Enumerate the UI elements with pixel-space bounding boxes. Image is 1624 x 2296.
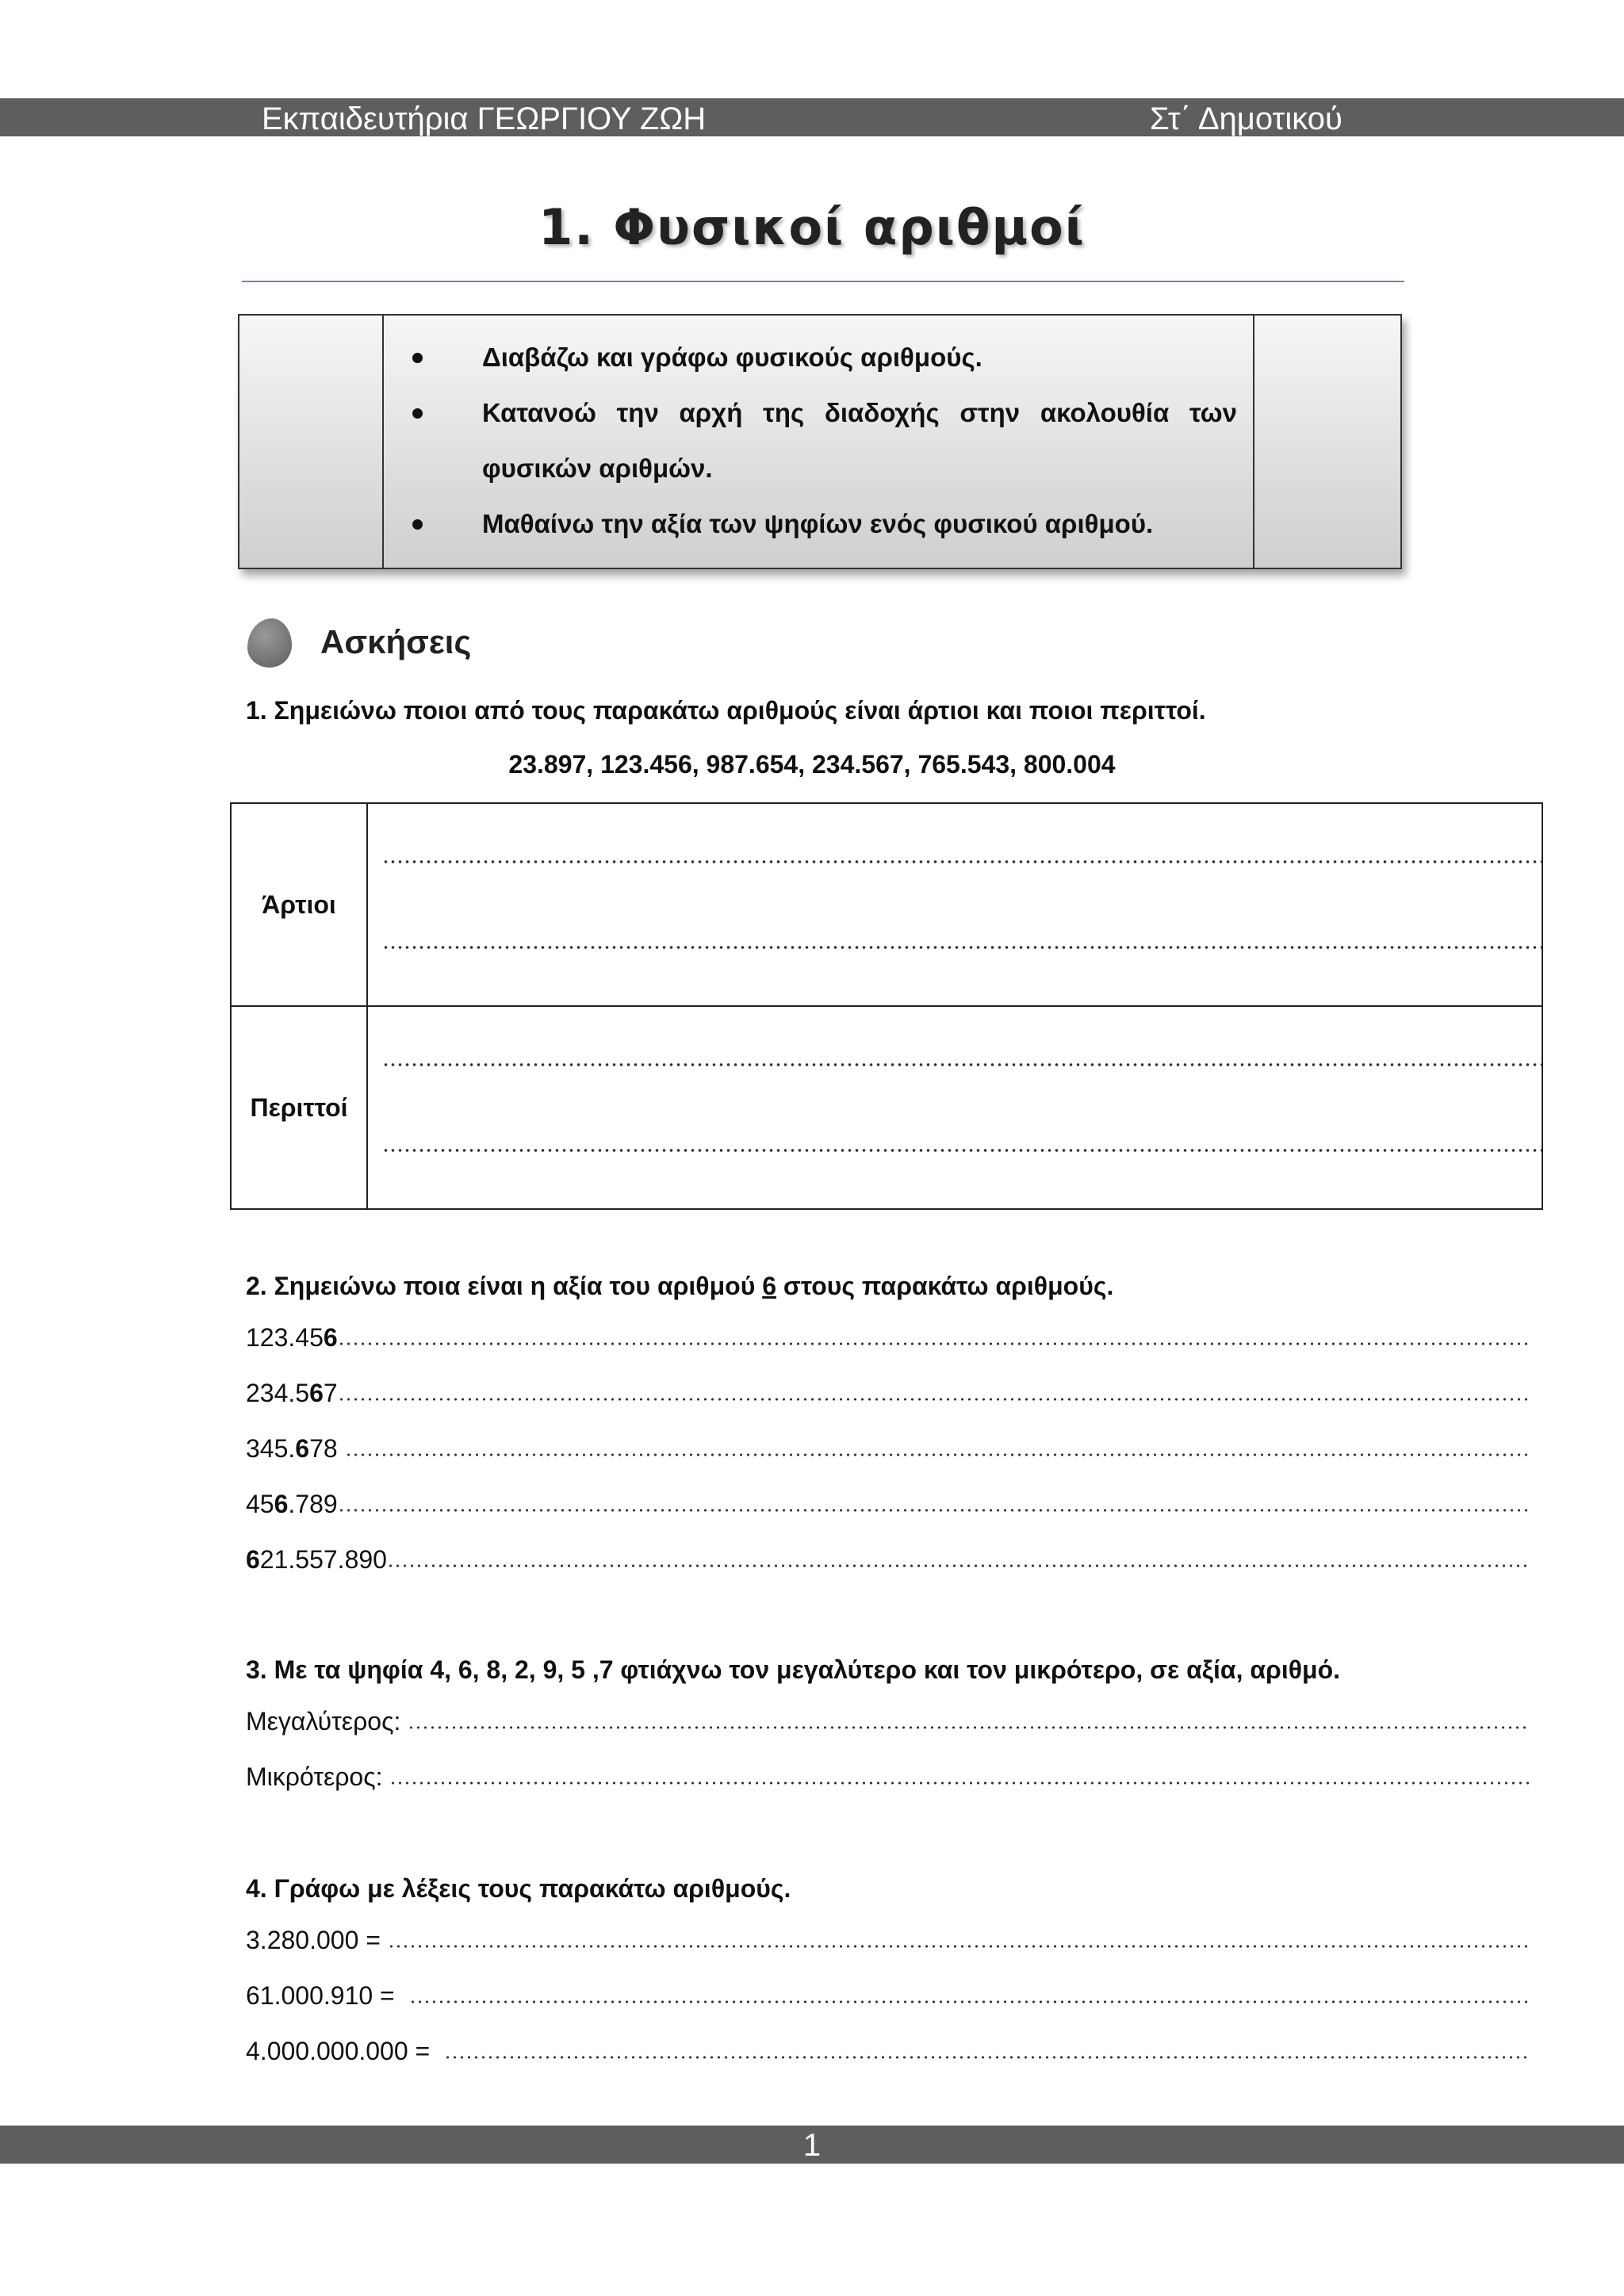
table-row [231,1006,1542,1209]
grade-label: Στ΄ Δημοτικού [1150,101,1342,136]
dotted-line [338,1341,1529,1346]
footer-bar [0,2126,1624,2164]
list-item[interactable] [246,1487,1529,1519]
question-text: στους παρακάτω αριθμούς. [776,1272,1114,1300]
bullet-blob-icon [247,618,292,668]
exercise-3-question: 3. Με τα ψηφία 4, 6, 8, 2, 9, 5 ,7 φτιάχνω τον μεγαλύτερο και τον μικρότερο, σε αξία, αριθμό. [246,1655,1341,1684]
exercise-4-question: 4. Γράφω με λέξεις τους παρακάτω αριθμούς. [246,1874,791,1903]
dotted-line [338,1397,1529,1402]
goal-item: Διαβάζω και γράφω φυσικούς αριθμούς. [412,330,1237,385]
dotted-line [382,945,1542,950]
list-item[interactable] [246,1376,1529,1408]
even-label: Άρτιοι [231,803,367,1006]
header-bar [0,98,1624,136]
exercise-2-question [246,1272,1113,1301]
number-label: 4.000.000.000 = [246,2037,444,2065]
list-item[interactable] [246,1432,1529,1464]
goal-item: Κατανοώ την αρχή της διαδοχής στην ακολουθία των φυσικών αριθμών. [412,385,1237,496]
dotted-line [388,1944,1529,1949]
odd-label: Περιττοί [231,1006,367,1209]
largest-label: Μεγαλύτερος: [246,1707,408,1735]
page-title: 1. Φυσικοί αριθμοί [538,198,1086,256]
number-label: 61.000.910 = [246,1981,409,2010]
dotted-line [382,1148,1542,1153]
question-text: 2. Σημειώνω ποια είναι η αξία του αριθμού [246,1272,763,1300]
dotted-line [409,1999,1529,2004]
number-label: 3.280.000 = [246,1926,388,1954]
dotted-line [387,1563,1529,1568]
title-divider [242,281,1404,282]
list-item[interactable] [246,1705,1529,1736]
odd-answer-area[interactable] [367,1006,1542,1209]
number-label: 234.567 [246,1379,338,1407]
goals-right-divider [1253,316,1254,568]
number-label: 456.789 [246,1490,338,1518]
list-item[interactable] [246,1923,1529,1955]
exercises-heading: Ασκήσεις [320,623,472,660]
underlined-digit: 6 [762,1272,777,1300]
parity-table [230,802,1543,1210]
dotted-line [382,1062,1542,1067]
learning-goals-box [238,314,1402,569]
exercise-1-numbers: 23.897, 123.456, 987.654, 234.567, 765.543, 800.004 [508,750,1116,779]
dotted-line [444,2055,1529,2060]
list-item[interactable] [246,1979,1529,2011]
exercise-1-question: 1. Σημειώνω ποιοι από τους παρακάτω αριθμούς είναι άρτιοι και ποιοι περιττοί. [246,696,1206,725]
list-item[interactable] [246,1760,1529,1792]
list-item[interactable] [246,1543,1529,1575]
dotted-line [345,1452,1529,1457]
goals-left-divider [382,316,384,568]
goal-item: Μαθαίνω την αξία των ψηφίων ενός φυσικού αριθμού. [412,496,1237,552]
number-label: 123.456 [246,1323,338,1352]
page-number: 1 [802,2128,822,2163]
school-name: Εκπαιδευτήρια ΓΕΩΡΓΙΟΥ ΖΩΗ [262,101,707,136]
list-item[interactable] [246,2034,1529,2066]
goals-list [412,330,1237,552]
dotted-line [389,1781,1529,1785]
table-row [231,803,1542,1006]
dotted-line [408,1725,1529,1730]
dotted-line [338,1508,1529,1513]
dotted-line [382,859,1542,864]
list-item[interactable] [246,1321,1529,1353]
smallest-label: Μικρότερος: [246,1762,390,1791]
number-label: 621.557.890 [246,1545,387,1574]
number-label: 345.678 [246,1434,345,1463]
even-answer-area[interactable] [367,803,1542,1006]
